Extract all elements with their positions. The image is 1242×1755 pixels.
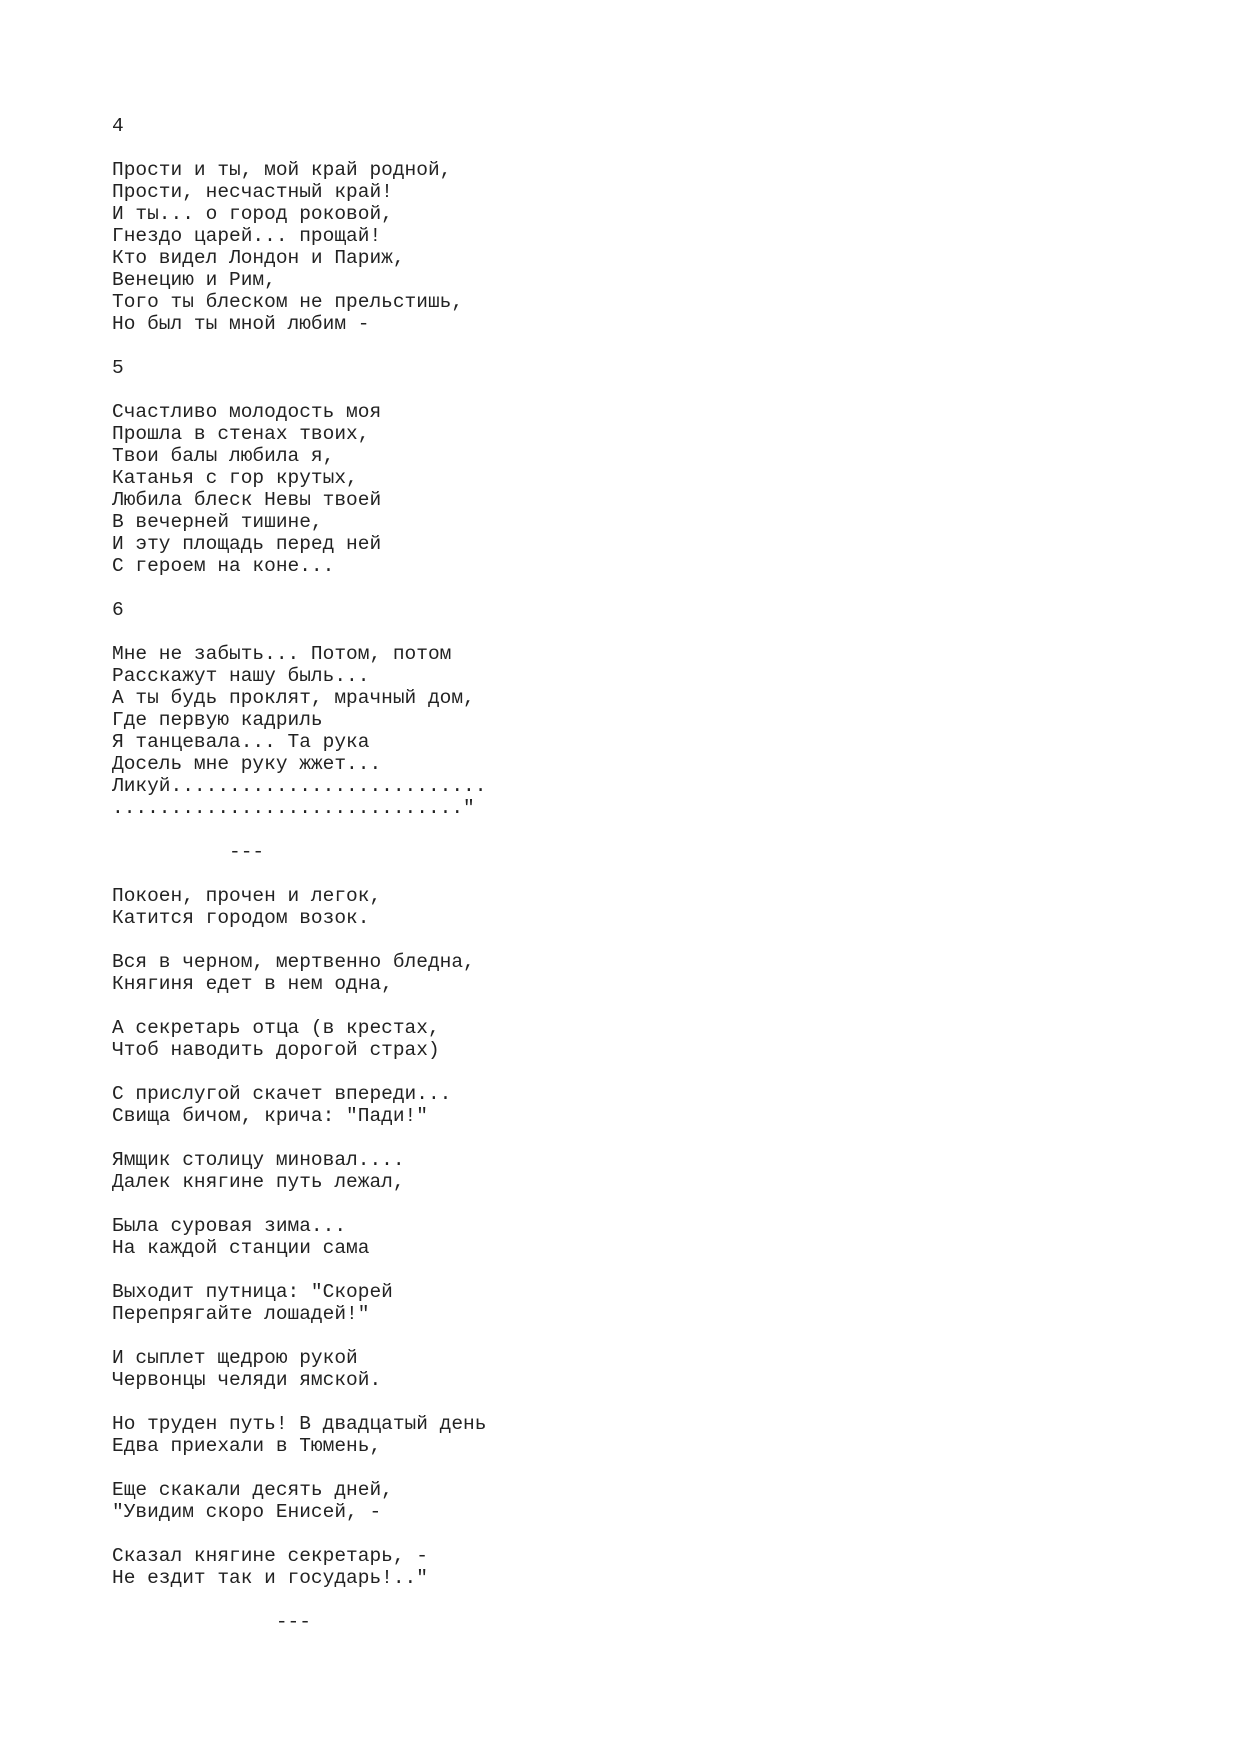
verse-line: Далек княгине путь лежал, (112, 1171, 405, 1193)
couplet (112, 951, 486, 995)
verse-line: Покоен, прочен и легок, (112, 885, 382, 907)
verse-line: Где первую кадриль (112, 709, 323, 731)
section-number: 6 (112, 599, 124, 621)
verse-line: Но труден путь! В двадцатый день (112, 1413, 487, 1435)
verse-line: Того ты блеском не прельстишь, (112, 291, 464, 313)
verse-line: Прошла в стенах твоих, (112, 423, 370, 445)
verse-line: Едва приехали в Тюмень, (112, 1435, 382, 1457)
couplet (112, 1017, 486, 1061)
verse-line: С прислугой скачет впереди... (112, 1083, 452, 1105)
separator: --- (112, 841, 265, 863)
verse-line: Сказал княгине секретарь, - (112, 1545, 428, 1567)
verse-line: Я танцевала... Та рука (112, 731, 370, 753)
section-number: 4 (112, 115, 124, 137)
separator: --- (112, 1611, 311, 1633)
verse-line: Ямщик столицу миновал.... (112, 1149, 405, 1171)
verse-line: На каждой станции сама (112, 1237, 370, 1259)
verse-line: Расскажут нашу быль... (112, 665, 370, 687)
verse-line: Перепрягайте лошадей!" (112, 1303, 370, 1325)
verse-line: Венецию и Рим, (112, 269, 276, 291)
verse-line: И ты... о город роковой, (112, 203, 393, 225)
stanza (112, 643, 486, 819)
verse-line: Любила блеск Невы твоей (112, 489, 382, 511)
verse-line: Вся в черном, мертвенно бледна, (112, 951, 475, 973)
verse-line: Кто видел Лондон и Париж, (112, 247, 405, 269)
verse-line: Ликуй........................... (112, 775, 487, 797)
verse-line: Счастливо молодость моя (112, 401, 382, 423)
verse-line: Чтоб наводить дорогой страх) (112, 1039, 440, 1061)
verse-line: Еще скакали десять дней, (112, 1479, 393, 1501)
verse-line: А ты будь проклят, мрачный дом, (112, 687, 475, 709)
couplet (112, 1413, 486, 1457)
verse-line: В вечерней тишине, (112, 511, 323, 533)
verse-line: Твои балы любила я, (112, 445, 335, 467)
verse-line: Была суровая зима... (112, 1215, 347, 1237)
verse-line: Не ездит так и государь!.." (112, 1567, 428, 1589)
verse-line: С героем на коне... (112, 555, 335, 577)
verse-line: Свища бичом, крича: "Пади!" (112, 1105, 428, 1127)
verse-line: Мне не забыть... Потом, потом (112, 643, 452, 665)
verse-line: Но был ты мной любим - (112, 313, 370, 335)
couplet (112, 1215, 486, 1259)
document-page (112, 115, 486, 1633)
couplet (112, 1347, 486, 1391)
verse-line: Прости, несчастный край! (112, 181, 393, 203)
verse-line: А секретарь отца (в крестах, (112, 1017, 440, 1039)
verse-line: Княгиня едет в нем одна, (112, 973, 393, 995)
verse-line: Червонцы челяди ямской. (112, 1369, 382, 1391)
verse-line: И сыплет щедрою рукой (112, 1347, 358, 1369)
section-number: 5 (112, 357, 124, 379)
verse-line: Выходит путница: "Скорей (112, 1281, 393, 1303)
verse-line: Гнездо царей... прощай! (112, 225, 382, 247)
verse-line: Катится городом возок. (112, 907, 370, 929)
couplet (112, 1545, 486, 1589)
verse-line: И эту площадь перед ней (112, 533, 382, 555)
verse-line: Прости и ты, мой край родной, (112, 159, 452, 181)
couplet (112, 885, 486, 929)
couplet (112, 1281, 486, 1325)
verse-line: Досель мне руку жжет... (112, 753, 382, 775)
verse-line: Катанья с гор крутых, (112, 467, 358, 489)
stanza (112, 401, 486, 577)
verse-line: .............................." (112, 797, 475, 819)
couplet (112, 1479, 486, 1523)
stanza (112, 159, 486, 335)
verse-line: "Увидим скоро Енисей, - (112, 1501, 382, 1523)
couplet (112, 1083, 486, 1127)
couplet (112, 1149, 486, 1193)
